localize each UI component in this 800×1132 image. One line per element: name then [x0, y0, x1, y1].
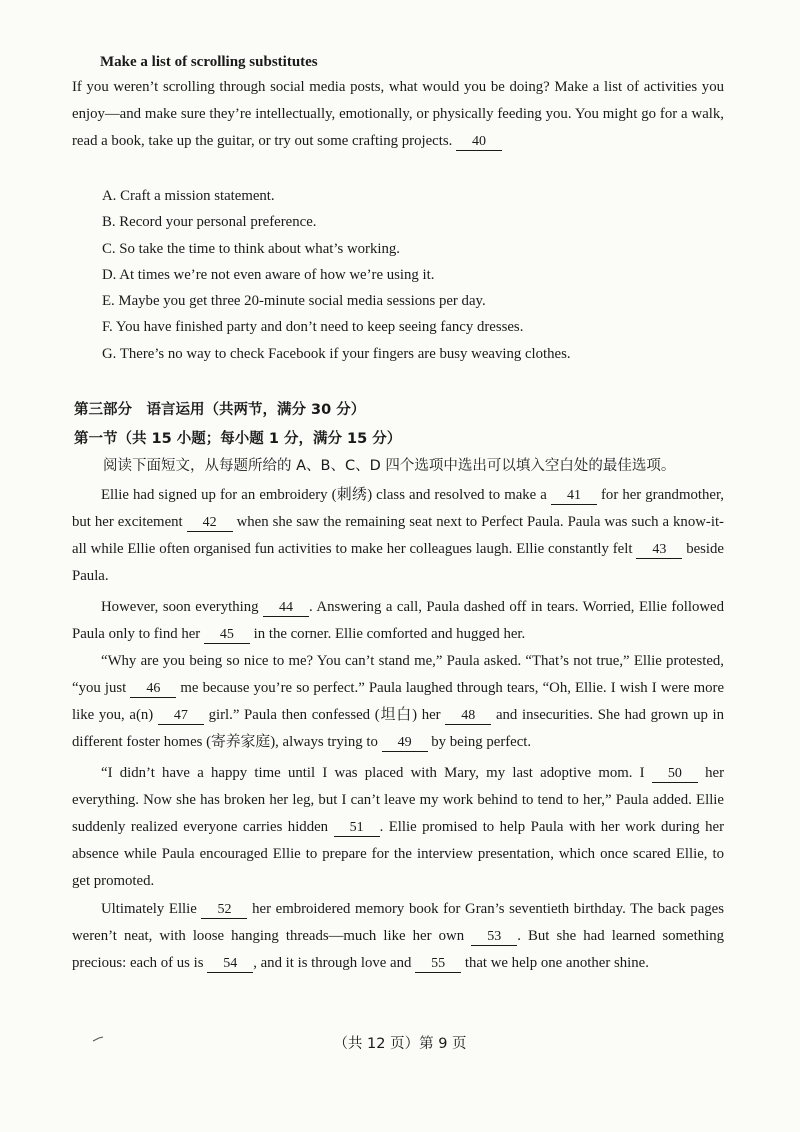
page-footer: （共 12 页）第 9 页 [333, 1036, 467, 1052]
option-b: B. Record your personal preference. [102, 214, 317, 230]
instruction: 阅读下面短文，从每题所给的 A、B、C、D 四个选项中选出可以填入空白处的最佳选项。 [103, 458, 676, 474]
intro-paragraph [72, 74, 724, 155]
blank-40: 40 [456, 134, 502, 151]
cloze-paragraph-1: Ellie had signed up for an embroidery (刺绣) class and resolved to make a 41 for her grandmother, but her excitement 42 when she saw the remaining seat next to Perfect Paula. Paula was such a know-it-all while Ellie often organised fun activities to make her colleagues laugh. Ellie constantly felt 43 beside Paula. [72, 487, 725, 584]
blank-48: 48 [445, 708, 491, 725]
section-heading: Make a list of scrolling substitutes [100, 54, 318, 70]
option-a: A. Craft a mission statement. [102, 188, 275, 204]
blank-51: 51 [334, 820, 380, 837]
blank-44: 44 [263, 600, 309, 617]
option-g: G. There’s no way to check Facebook if your fingers are busy weaving clothes. [102, 346, 571, 362]
blank-42: 42 [187, 515, 233, 532]
blank-50: 50 [652, 766, 698, 783]
section1-title: 第一节（共 15 小题；每小题 1 分，满分 15 分） [74, 431, 402, 447]
option-c: C. So take the time to think about what’s working. [102, 241, 400, 257]
blank-47: 47 [158, 708, 204, 725]
cloze-paragraph-4: “I didn’t have a happy time until I was placed with Mary, my last adoptive mom. I 50 her everything. Now she has broken her leg, but I can’t leave my work behind to tend to her,” Paula added. Ellie suddenly realized everyone carries hidden 51 . Ellie promised to help Paula with her work during her absence while Paula encouraged Ellie to prepare for the interview presentation, which once scared Ellie, to get promoted. [72, 765, 725, 889]
option-d: D. At times we’re not even aware of how we’re using it. [102, 267, 435, 283]
cloze-paragraph-3: “Why are you being so nice to me? You can’t stand me,” Paula asked. “That’s not true,” Ellie protested, “you just 46 me because you’re so perfect.” Paula laughed through tears, “Oh, Ellie. I wish I were more like you, a(n) 47 girl.” Paula then confessed (坦白) her 48 and insecurities. She had grown up in different foster homes (寄养家庭), always trying to 49 by being perfect. [72, 653, 725, 750]
option-f: F. You have finished party and don’t need to keep seeing fancy dresses. [102, 319, 524, 335]
option-e: E. Maybe you get three 20-minute social media sessions per day. [102, 293, 486, 309]
blank-55: 55 [415, 956, 461, 973]
cloze-paragraph-5: Ultimately Ellie 52 her embroidered memory book for Gran’s seventieth birthday. The back pages weren’t neat, with loose hanging threads—much like her own 53 . But she had learned something precious: each of us is 54 , and it is through love and 55 that we help one another shine. [72, 901, 725, 971]
blank-41: 41 [551, 488, 597, 505]
blank-45: 45 [204, 627, 250, 644]
blank-49: 49 [382, 735, 428, 752]
blank-46: 46 [130, 681, 176, 698]
cloze-paragraph-2: However, soon everything 44 . Answering a call, Paula dashed off in tears. Worried, Ellie followed Paula only to find her 45 in the corner. Ellie comforted and hugged her. [72, 599, 725, 642]
blank-54: 54 [207, 956, 253, 973]
paragraph-text: If you weren’t scrolling through social media posts, what would you be doing? Make a list of activities you enjoy—and make sure they’re intellectually, emotionally, or physically feeding you. You might go for a walk, read a book, take up the guitar, or try out some crafting projects. [72, 79, 724, 149]
blank-52: 52 [201, 902, 247, 919]
blank-53: 53 [471, 929, 517, 946]
part3-title: 第三部分 语言运用（共两节，满分 30 分） [74, 402, 366, 418]
blank-43: 43 [636, 542, 682, 559]
